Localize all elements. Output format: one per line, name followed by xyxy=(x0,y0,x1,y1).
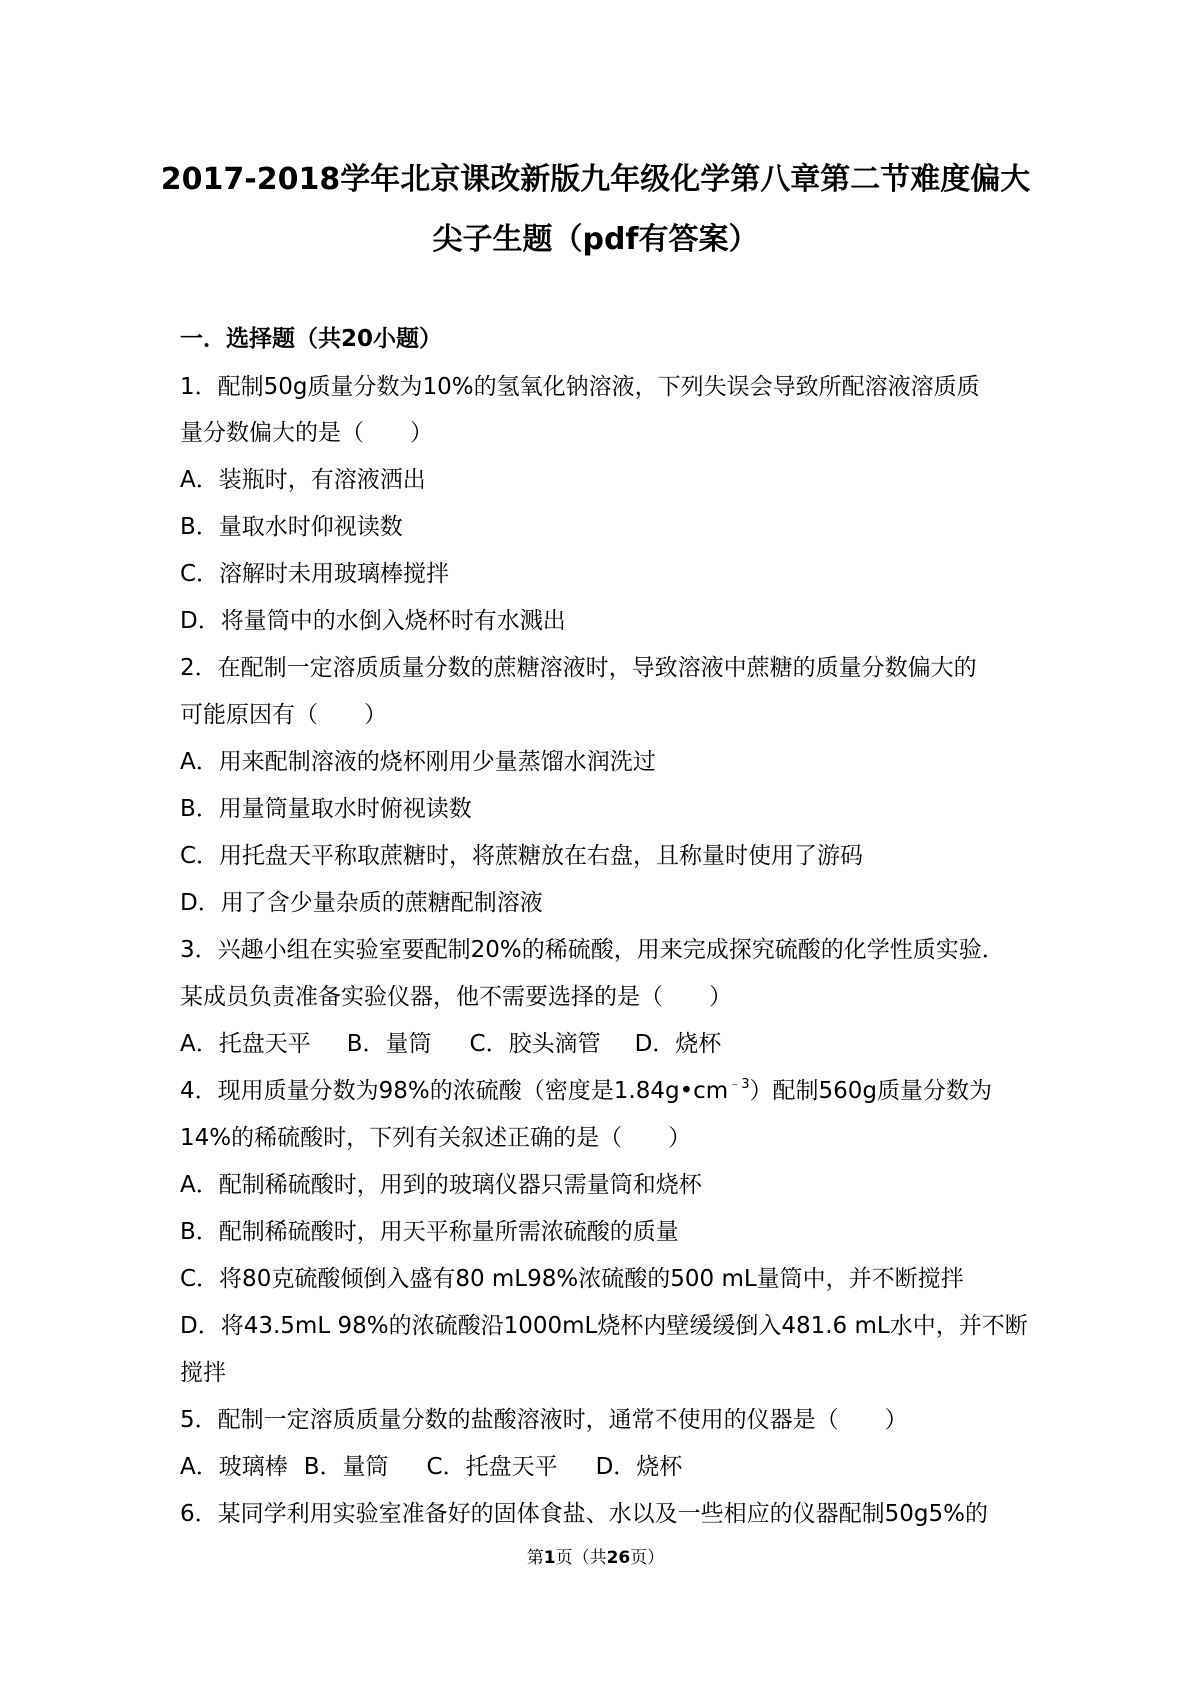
q4-option-c: C．将80克硫酸倾倒入盛有80 mL98%浓硫酸的500 mL量筒中，并不断搅拌 xyxy=(180,1266,964,1292)
q1-stem-line-2: 量分数偏大的是（ ） xyxy=(180,420,433,446)
q4-stem-text-a: 4．现用质量分数为98%的浓硫酸（密度是1.84g•cm xyxy=(180,1078,729,1104)
q5-options-row xyxy=(180,1450,682,1484)
q2-option-a: A．用来配制溶液的烧杯刚用少量蒸馏水润洗过 xyxy=(180,749,656,775)
q3-option-c: C．胶头滴管 xyxy=(469,1031,601,1057)
q6-stem-line-1: 6．某同学利用实验室准备好的固体食盐、水以及一些相应的仪器配制50g5%的 xyxy=(180,1501,988,1527)
footer-middle: 页（共 xyxy=(555,1548,607,1568)
q3-option-d: D．烧杯 xyxy=(634,1031,722,1057)
q3-option-b: B．量筒 xyxy=(346,1031,432,1057)
footer-page-number: 1 xyxy=(543,1548,556,1568)
q4-stem-superscript: ﹣3 xyxy=(728,1077,750,1092)
q3-options-row xyxy=(180,1027,721,1061)
q5-option-d: D．烧杯 xyxy=(595,1454,683,1480)
page-footer xyxy=(0,1546,1191,1570)
q5-option-b: B．量筒 xyxy=(303,1454,389,1480)
footer-total-pages: 26 xyxy=(606,1548,631,1568)
q1-option-b: B．量取水时仰视读数 xyxy=(180,514,403,540)
document-title-line-1: 2017-2018学年北京课改新版九年级化学第八章第二节难度偏大 xyxy=(160,162,1031,197)
q2-option-d: D．用了含少量杂质的蔗糖配制溶液 xyxy=(180,890,543,916)
q4-stem-text-b: ）配制560g质量分数为 xyxy=(749,1078,992,1104)
footer-prefix: 第 xyxy=(526,1548,544,1568)
q4-stem-line-1 xyxy=(180,1074,992,1112)
q2-stem-line-2: 可能原因有（ ） xyxy=(180,702,387,728)
document-title-line-2: 尖子生题（pdf有答案） xyxy=(432,222,759,257)
q2-option-b: B．用量筒量取水时俯视读数 xyxy=(180,796,472,822)
q3-stem-line-2: 某成员负责准备实验仪器，他不需要选择的是（ ） xyxy=(180,984,732,1010)
q4-option-d: D．将43.5mL 98%的浓硫酸沿1000mL烧杯内壁缓缓倒入481.6 mL水中，并不断 xyxy=(180,1313,1028,1339)
q1-option-c: C．溶解时未用玻璃棒搅拌 xyxy=(180,561,450,587)
q2-option-c: C．用托盘天平称取蔗糖时，将蔗糖放在右盘，且称量时使用了游码 xyxy=(180,843,864,869)
q2-stem-line-1: 2．在配制一定溶质质量分数的蔗糖溶液时，导致溶液中蔗糖的质量分数偏大的 xyxy=(180,655,977,681)
q4-option-d-continued: 搅拌 xyxy=(180,1360,226,1386)
section-heading: 一．选择题（共20小题） xyxy=(180,326,443,352)
q4-option-b: B．配制稀硫酸时，用天平称量所需浓硫酸的质量 xyxy=(180,1219,679,1245)
q3-option-a: A．托盘天平 xyxy=(180,1031,311,1057)
q5-option-c: C．托盘天平 xyxy=(426,1454,558,1480)
q5-option-a: A．玻璃棒 xyxy=(180,1454,288,1480)
q3-stem-line-1: 3．兴趣小组在实验室要配制20%的稀硫酸，用来完成探究硫酸的化学性质实验． xyxy=(180,937,1005,963)
footer-suffix: 页） xyxy=(630,1548,665,1568)
q1-stem-line-1: 1．配制50g质量分数为10%的氢氧化钠溶液，下列失误会导致所配溶液溶质质 xyxy=(180,374,980,400)
q1-option-a: A．装瓶时，有溶液洒出 xyxy=(180,467,426,493)
q1-option-d: D．将量筒中的水倒入烧杯时有水溅出 xyxy=(180,608,566,634)
q5-stem-line-1: 5．配制一定溶质质量分数的盐酸溶液时，通常不使用的仪器是（ ） xyxy=(180,1407,908,1433)
q4-option-a: A．配制稀硫酸时，用到的玻璃仪器只需量筒和烧杯 xyxy=(180,1172,702,1198)
q4-stem-line-2: 14%的稀硫酸时，下列有关叙述正确的是（ ） xyxy=(180,1125,692,1151)
